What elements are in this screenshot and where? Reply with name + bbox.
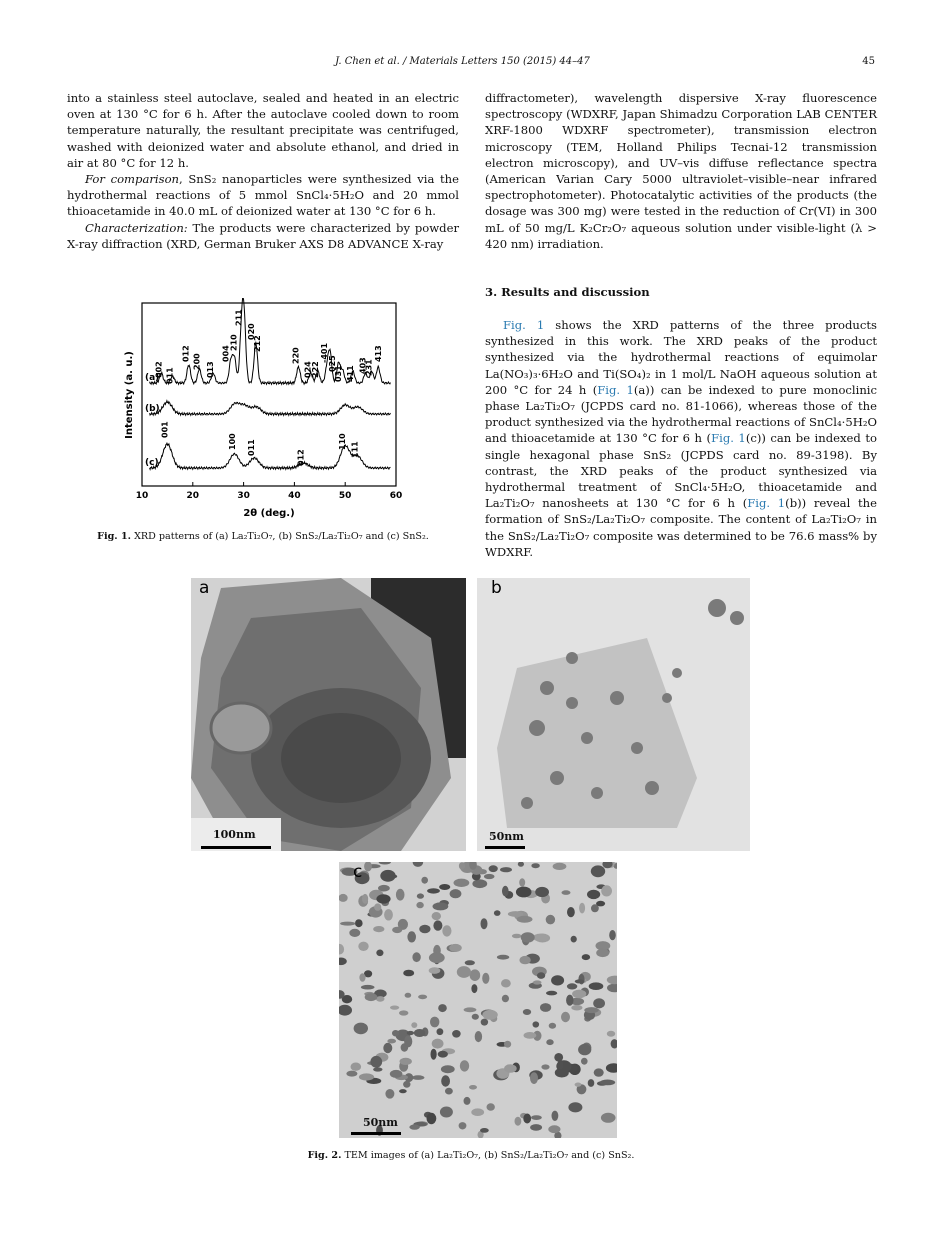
peak-annotation: 211: [234, 309, 244, 326]
peak-annotation: 002: [154, 361, 164, 378]
x-tick-label: 50: [338, 491, 352, 501]
tem-b-graphic: [477, 578, 750, 851]
tem-image-b: [477, 578, 750, 851]
fig1-caption-label: Fig. 1.: [97, 531, 131, 542]
fig1-link[interactable]: Fig. 1: [597, 382, 634, 397]
peak-annotation: 212: [252, 335, 262, 352]
right-column-results: [485, 317, 877, 560]
characterization-lead: Characterization:: [85, 220, 188, 235]
fig1-link[interactable]: Fig. 1: [747, 496, 786, 511]
results-text-c: (c)) can be indexed to single hexagonal phase SnS₂ (JCPDS card no. 89-3198). By contrast, the XRD peaks of the product synthesized via hydrothermal treatment of SnCl₄·5H₂O, thioacetamide and La₂Ti₂O₇ nanosheets at 130 °C for 6 h (: [485, 431, 877, 511]
scale-bar-a: 100nm: [213, 828, 256, 841]
peak-annotation: 013: [206, 361, 216, 378]
peak-annotation: 200: [192, 353, 202, 370]
peak-annotation: 222: [310, 361, 320, 378]
peak-annotation: 012: [296, 449, 306, 466]
fig1-link[interactable]: Fig. 1: [711, 431, 746, 446]
journal-citation: J. Chen et al. / Materials Letters 150 (2015) 44–47: [335, 56, 590, 67]
panel-label-c: c: [353, 862, 363, 882]
peak-annotation: 001: [160, 421, 170, 438]
section-heading: 3. Results and discussion: [485, 285, 650, 299]
peak-annotation: 111: [350, 441, 360, 458]
peak-annotation: 231: [364, 359, 374, 376]
peak-annotation: 020: [246, 323, 256, 340]
series-label-a: (a): [145, 373, 160, 383]
peak-annotation: 012: [181, 345, 191, 362]
comparison-lead: For comparison: [85, 172, 180, 187]
x-ticks: [136, 482, 403, 501]
x-axis-label: 2θ (deg.): [243, 508, 295, 519]
scale-bar-b: 50nm: [489, 830, 524, 843]
series-label-b: (b): [145, 404, 160, 414]
series-label-c: (c): [145, 458, 159, 468]
peak-annotation: 004: [221, 345, 231, 362]
results-text-a: shows the XRD patterns of the three products synthesized in this work. The XRD peaks of the product synthesized via the hydrothermal reactions of equimolar La(NO₃)₃·6H₂O and Ti(SO₄)₂ in 1 mol/L NaOH aqueous solution at 200 °C for 24 h (: [485, 318, 878, 397]
results-text-d: (b)) reveal the formation of SnS₂/La₂Ti₂O₇ composite. The content of La₂Ti₂O₇ in the SnS₂/La₂Ti₂O₇ composite was determined to be 76.6 mass% by WDXRF.: [485, 496, 877, 559]
peak-annotations: [154, 309, 382, 466]
peak-annotation: 110: [338, 433, 348, 450]
peak-annotation: 025: [328, 355, 337, 372]
y-axis-label: Intensity (a. u.): [124, 351, 135, 439]
fig2-caption-label: Fig. 2.: [307, 1150, 342, 1161]
peak-annotation: 210: [229, 334, 239, 351]
x-tick-label: 30: [237, 491, 250, 501]
tem-image-a: [191, 578, 466, 851]
fig2-caption-text: TEM images of (a) La₂Ti₂O₇, (b) SnS₂/La₂Ti₂O₇ and (c) SnS₂.: [344, 1150, 635, 1161]
peak-annotation: 220: [291, 347, 301, 364]
peak-annotation: 024: [303, 361, 313, 378]
panel-label-b: b: [491, 578, 502, 598]
peak-annotation: 403: [358, 357, 368, 374]
fig1-caption: [67, 531, 459, 542]
paragraph-instruments: diffractometer), wavelength dispersive X-ray fluorescence spectroscopy (WDXRF, Japan Shimadzu Corporation LAB CENTER XRF-1800 WDXRF spectrometer), transmission electron microscopy (TEM, Holland Philips Tecnai-12 transmission electron microscopy), and UV–vis diffuse reflectance spectra (American Varian Cary 5000 ultraviolet–visible–near infrared spectrophotometer). Photocatalytic activities of the products (the dosage was 300 mg) were tested in the reduction of Cr(VI) in 300 mL of 50 mg/L K₂Cr₂O₇ aqueous solution under visible-light (λ > 420 nm) irradiation.: [485, 91, 877, 251]
comparison-text: , SnS₂ nanoparticles were synthesized via the hydrothermal reactions of 5 mmol SnCl₄·5H₂O and 20 mmol thioacetamide in 40.0 mL of deionized water at 130 °C for 6 h.: [67, 172, 459, 219]
fig2-caption: [191, 1150, 751, 1161]
results-text-b: (a)) can be indexed to pure monoclinic phase La₂Ti₂O₇ (JCPDS card no. 81-1066), whereas those of the product synthesized via the hydrothermal reactions of SnCl₄·5H₂O and thioacetamide at 130 °C for 6 h (: [485, 382, 877, 446]
x-tick-label: 40: [288, 491, 301, 501]
tem-c-graphic: [339, 862, 617, 1138]
peak-annotation: 031: [334, 365, 344, 382]
xrd-chart: [118, 298, 410, 520]
tem-a-graphic: [191, 578, 466, 851]
peak-annotation: 011: [246, 439, 256, 456]
peak-annotation: 100: [228, 433, 237, 450]
characterization-text: The products were characterized by powder X-ray diffraction (XRD, German Bruker AXS D8 ADVANCE X-ray: [67, 220, 459, 251]
peak-annotation: -401: [319, 342, 329, 363]
x-tick-label: 20: [186, 491, 200, 501]
paragraph-autoclave: into a stainless steel autoclave, sealed and heated in an electric oven at 130 °C for 6 h. After the autoclave cooled down to room temperature naturally, the resultant precipitate was centrifuged, washed with deionized water and absolute ethanol, and dried in air at 80 °C for 12 h.: [67, 91, 459, 170]
paragraph-comparison: [67, 171, 459, 220]
fig1-link[interactable]: Fig. 1: [503, 318, 545, 332]
peak-annotation: 411: [345, 365, 355, 382]
left-column: [67, 90, 459, 252]
page-number: 45: [862, 56, 875, 67]
tem-image-c: [339, 862, 617, 1138]
paragraph-characterization: [67, 220, 459, 252]
right-column-top: [485, 90, 877, 252]
paragraph-results: [485, 317, 877, 560]
xrd-series-line: [150, 401, 391, 416]
fig1-caption-text: XRD patterns of (a) La₂Ti₂O₇, (b) SnS₂/La₂Ti₂O₇ and (c) SnS₂.: [134, 531, 429, 542]
x-tick-label: 10: [135, 491, 149, 501]
peak-annotation: 413: [373, 345, 383, 362]
scale-bar-c: 50nm: [363, 1116, 398, 1129]
panel-label-a: a: [199, 578, 210, 598]
peak-annotation: 011: [165, 367, 175, 384]
x-tick-label: 60: [389, 491, 403, 501]
